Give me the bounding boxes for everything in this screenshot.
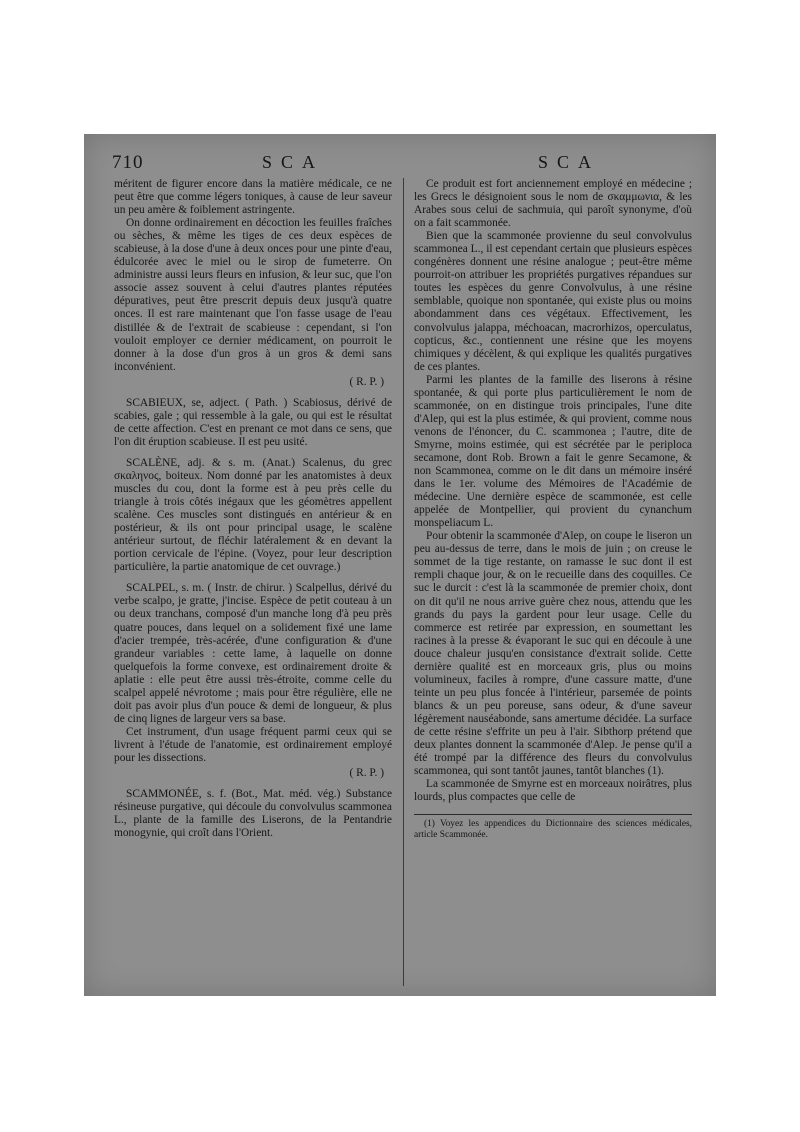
footnote: (1) Voyez les appendices du Dictionnaire des sciences médicales, article Scammonée. [414, 819, 692, 841]
entry-headword: SCALPEL [126, 582, 176, 595]
paragraph: La scammonée de Smyrne est en morceaux noirâtres, plus lourds, plus compactes que celle de [414, 778, 692, 804]
scanned-page [84, 134, 716, 996]
page-number: 710 [112, 152, 144, 173]
entry-scalene [114, 457, 392, 574]
right-running-title: SCA [538, 152, 601, 172]
entry-headword: SCABIEUX [126, 396, 183, 409]
entry-scammonee [114, 788, 392, 840]
author-signature: ( R. P. ) [349, 767, 384, 780]
paragraph: Cet instrument, d'un usage fréquent parmi ceux qui se livrent à l'étude de l'anatomie, est ordinairement employé pour les dissections. [114, 725, 392, 764]
paragraph: Ce produit est fort anciennement employé en médecine ; les Grecs le désignoient sous le nom de σκαμμωνια, & les Arabes sous celui de sachmuia, qui paroît synonyme, d'où on a fait scammonée. [414, 178, 692, 230]
author-signature: ( R. P. ) [349, 375, 384, 388]
paragraph: méritent de figurer encore dans la matière médicale, ce ne peut être que comme légers toniques, à cause de leur saveur un peu amère & foiblement astringente. [114, 178, 392, 217]
entry-body: , s. m. ( Instr. de chirur. ) Scalpellus, dérivé du verbe scalpo, je gratte, j'incise. Espèce de petit couteau à un ou deux tranchans, composé d'un manche long d'à peu près quatre pouces, dans lequel on a solidement fixé une lame d'acier trempée, très-acérée, d'une configuration & d'une grandeur variables : cette lame, à laquelle on donne quelquefois la forme convexe, est ordinairement droite & aplatie : elle peut être aussi très-étroite, comme celle du scalpel appelé névrotome ; mais pour être régulière, elle ne doit pas avoir plus d'un pouce & demi de longueur, & plus de cinq lignes de largeur vers sa base. [114, 582, 392, 725]
entry-headword: SCALÈNE [126, 456, 178, 469]
entry-headword: SCAMMONÉE [126, 788, 199, 801]
right-column [414, 178, 692, 841]
entry-scalpel [114, 582, 392, 726]
entry-body: , se, adject. ( Path. ) Scabiosus, dérivé de scabies, gale ; qui ressemble à la gale, ou qui est le résultat de cette affection. C'est en prenant ce mot dans ce sens, que l'on dit éruption scabieuse. Il est peu usité. [114, 396, 392, 448]
paragraph: Parmi les plantes de la famille des liserons à résine spontanée, & qui porte plus particulièrement le nom de scammonée, on en distingue trois principales, l'une dite d'Alep, qui est la plus estimée, & qui provient, comme nous venons de l'énoncer, du C. scammonea ; l'autre, dite de Smyrne, moins estimée, qui est sécrétée par le periploca secamone, dont Rob. Brown a fait le genre Secamone, & non Scammonea, comme on le dit dans un mémoire inséré dans le 1er. volume des Mémoires de l'Académie de médecine. Une dernière espèce de scammonée, est celle appelée de Montpellier, qui provient du cynanchum monspeliacum L. [414, 373, 692, 530]
paragraph: Bien que la scammonée provienne du seul convolvulus scammonea L., il est cependant certain que plusieurs espèces congénères donnent une résine analogue ; peut-être même pourroit-on attribuer les propriétés purgatives répandues sur toutes les espèces du genre Convolvulus, à une résine semblable, quoique non spontanée, qui existe plus ou moins abondamment dans ces végétaux. Effectivement, les convolvulus jalappa, méchoacan, macrorhizos, operculatus, copticus, &c., contiennent une résine que les moyens chimiques y décèlent, & qui explique les qualités purgatives de ces plantes. [414, 230, 692, 373]
entry-body: , adj. & s. m. (Anat.) Scalenus, du grec σκαληνος, boiteux. Nom donné par les anatomistes à deux muscles du cou, dont la forme est à peu près celle du triangle à trois côtés inégaux que les géomètres appellent scalène. Ces muscles sont distingués en antérieur & en postérieur, & ils ont pour principal usage, le scalène antérieur surtout, de fléchir latéralement & en devant la portion cervicale de l'épine. (Voyez, pour leur description particulière, la partie anatomique de cet ouvrage.) [114, 456, 392, 574]
left-running-title: SCA [262, 152, 325, 172]
entry-scabieux [114, 397, 392, 449]
entry-body: , s. f. (Bot., Mat. méd. vég.) Substance résineuse purgative, qui découle du convolvulus scammonea L., plante de la famille des Liserons, de la Pentandrie monogynie, qui croît dans l'Orient. [114, 788, 392, 840]
paragraph: On donne ordinairement en décoction les feuilles fraîches ou sèches, & même les tiges de ces deux espèces de scabieuse, à la dose d'une à deux onces pour une pinte d'eau, édulcorée avec le miel ou le sirop de fumeterre. On administre aussi leurs fleurs en infusion, & leur suc, que l'on associe assez souvent à celui d'autres plantes réputées dépuratives, peut être prescrit depuis deux jusqu'à quatre onces. Il est rare maintenant que l'on fasse usage de l'eau distillée & de l'extrait de scabieuse : cependant, si l'on vouloit employer ce dernier médicament, on pourroit le donner à la dose d'un gros à un gros & demi sans inconvénient. [114, 217, 392, 373]
footnote-rule [414, 814, 692, 815]
left-column [114, 178, 392, 840]
running-head [112, 152, 692, 176]
paragraph: Pour obtenir la scammonée d'Alep, on coupe le liseron un peu au-dessus de terre, dans le mois de juin ; on creuse le sommet de la tige restante, on ramasse le suc dont il est rempli chaque jour, & on le recueille dans des coquilles. Ce suc le durcit : c'est là la scammonée de premier choix, dont on dit qu'il ne nous arrive guère chez nous, attendu que les grands du pays la gardent pour leur usage. Celle du commerce est retirée par expression, en soumettant les racines à la presse & évaporant le suc qui en découle à une douce chaleur jusqu'en consistance d'extrait solide. Cette dernière qualité est en morceaux gris, plus ou moins volumineux, faciles à rompre, d'une cassure matte, d'une teinte un peu plus foncée à l'intérieur, parsemée de points blancs & un peu poreuse, sans odeur, & d'une saveur légèrement nauséabonde, sans amertume décidée. La surface de cette résine s'effrite un peu à l'air. Sibthorp prétend que deux plantes donnent la scammonée d'Alep. Je pense qu'il a été trompé par la différence des fleurs du convolvulus scammonea, qui sont tantôt jaunes, tantôt blanches (1). [414, 530, 692, 778]
column-divider [403, 178, 404, 986]
